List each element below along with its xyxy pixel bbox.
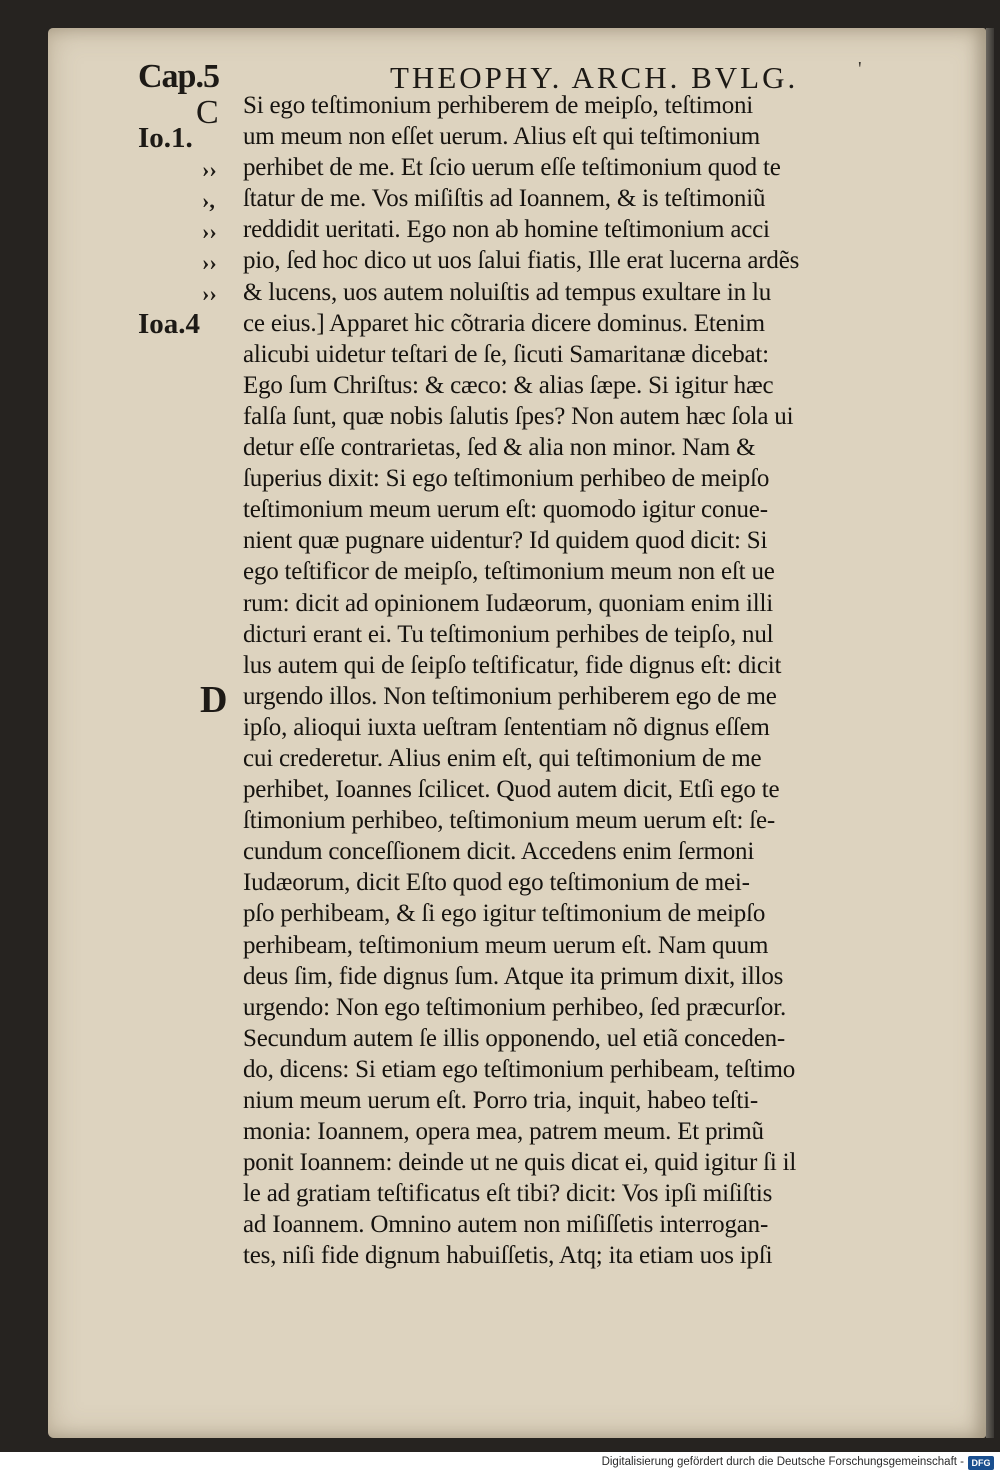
text-line: nium meum uerum eſt. Porro tria, inquit, habeo teſti- — [243, 1087, 758, 1114]
text-line: ſtatur de me. Vos miſiſtis ad Ioannem, & is teſtimoniũ — [243, 185, 766, 213]
text-line: Secundum autem ſe illis opponendo, uel etiã conceden- — [243, 1024, 786, 1052]
dfg-logo: DFG — [968, 1456, 994, 1470]
text-line: urgendo illos. Non teſtimonium perhiberem ego de me — [243, 682, 777, 710]
section-letter-c: C — [196, 94, 219, 131]
text-line: cundum conceſſionem dicit. Accedens enim ſermoni — [243, 838, 755, 866]
text-line: & lucens, uos autem noluiſtis ad tempus exultare in lu — [243, 278, 771, 306]
digitization-footer — [0, 1452, 1000, 1474]
text-line: pſo perhibeam, & ſi ego igitur teſtimonium de meipſo — [243, 900, 766, 928]
footer-credit: Digitalisierung gefördert durch die Deutsche Forschungsgemeinschaft - — [601, 1456, 964, 1468]
margin-note: ›› — [202, 219, 217, 244]
text-line: nient quæ pugnare uidentur? Id quidem quod dicit: Si — [243, 527, 768, 555]
text-line: ſuperius dixit: Si ego teſtimonium perhibeo de meipſo — [243, 465, 770, 493]
text-line: ad Ioannem. Omnino autem non miſiſſetis interrogan- — [243, 1211, 769, 1239]
text-line: ce eius.] Apparet hic cõtraria dicere dominus. Etenim — [243, 309, 765, 337]
text-line: Ego ſum Chriſtus: & cæco: & alias ſæpe. Si igitur hæc — [243, 371, 774, 399]
margin-note: ›› — [202, 250, 217, 275]
text-line: ipſo, alioqui iuxta ueſtram ſententiam nõ dignus eſſem — [243, 713, 770, 741]
margin-note: ›, — [202, 188, 215, 213]
book-page — [48, 28, 986, 1438]
text-line: rum: dicit ad opinionem Iudæorum, quoniam enim illi — [243, 589, 774, 617]
text-line: dicturi erant ei. Tu teſtimonium perhibes de teipſo, nul — [243, 620, 774, 648]
text-line: cui crederetur. Alius enim eſt, qui teſtimonium de me — [243, 744, 762, 772]
text-line: detur eſſe contrarietas, ſed & alia non minor. Nam & — [243, 434, 756, 462]
section-letter-d: D — [200, 679, 228, 721]
body-text — [243, 90, 978, 1272]
text-line: Si ego teſtimonium perhiberem de meipſo, teſtimoni — [243, 92, 754, 119]
text-line: alicubi uidetur teſtari de ſe, ſicuti Samaritanæ dicebat: — [243, 340, 769, 368]
text-line: reddidit ueritati. Ego non ab homine teſtimonium acci — [243, 216, 770, 244]
text-line: pio, ſed hoc dico ut uos ſalui fiatis, Ille erat lucerna ardẽs — [243, 247, 800, 275]
page-mark: ' — [858, 58, 862, 80]
text-line: lus autem qui de ſeipſo teſtificatur, fide dignus eſt: dicit — [243, 651, 782, 679]
text-line: deus ſim, fide dignus ſum. Atque ita primum dixit, illos — [243, 962, 784, 990]
text-line: ego teſtificor de meipſo, teſtimonium meum non eſt ue — [243, 558, 775, 586]
text-line: perhibet de me. Et ſcio uerum eſſe teſtimonium quod te — [243, 154, 781, 182]
text-line: perhibeam, teſtimonium meum uerum eſt. Nam quum — [243, 931, 769, 959]
text-line: monia: Ioannem, opera mea, patrem meum. Et primũ — [243, 1118, 764, 1146]
margin-note: ›› — [202, 157, 217, 182]
margin-note: ›› — [202, 281, 217, 306]
text-line: perhibet, Ioannes ſcilicet. Quod autem dicit, Etſi ego te — [243, 776, 780, 804]
text-line: Iudæorum, dicit Eſto quod ego teſtimonium de mei- — [243, 869, 750, 897]
text-line: ponit Ioannem: deinde ut ne quis dicat ei, quid igitur ſi il — [243, 1149, 797, 1177]
text-line: ſtimonium perhibeo, teſtimonium meum uerum eſt: ſe- — [243, 807, 776, 835]
text-line: urgendo: Non ego teſtimonium perhibeo, ſed præcurſor. — [243, 993, 787, 1021]
text-line: um meum non eſſet uerum. Alius eſt qui teſtimonium — [243, 123, 761, 151]
text-line: teſtimonium meum uerum eſt: quomodo igitur conue- — [243, 496, 768, 524]
margin-note: Io.1. — [138, 122, 193, 154]
running-title: THEOPHY. ARCH. BVLG. — [390, 60, 799, 95]
page-edge — [986, 28, 994, 1438]
chapter-mark: Cap.5 — [138, 58, 219, 95]
text-line: do, dicens: Si etiam ego teſtimonium perhibeam, teſtimo — [243, 1055, 796, 1083]
text-line: falſa ſunt, quæ nobis ſalutis ſpes? Non autem hæc ſola ui — [243, 402, 794, 430]
margin-note: Ioa.4 — [138, 308, 201, 340]
text-line: le ad gratiam teſtificatus eſt tibi? dicit: Vos ipſi miſiſtis — [243, 1180, 773, 1208]
text-line: tes, niſi fide dignum habuiſſetis, Atq; ita etiam uos ipſi — [243, 1242, 773, 1270]
